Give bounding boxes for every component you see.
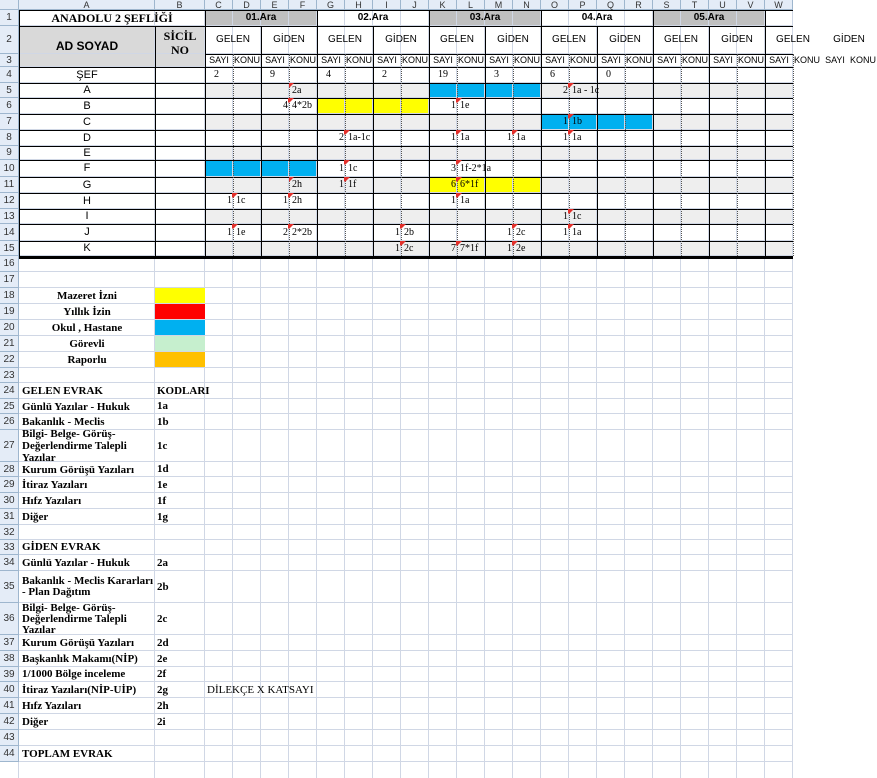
cell-value: 2a	[292, 85, 302, 96]
row-header-11[interactable]: 11	[0, 177, 19, 193]
column-header-C[interactable]: C	[205, 0, 233, 10]
cell-value: 1	[227, 195, 232, 206]
header-gelen: GELEN	[776, 34, 810, 45]
comment-marker	[345, 177, 350, 182]
select-all-corner[interactable]	[0, 0, 19, 10]
period-header: 03.Ara	[469, 12, 501, 23]
legend-label: Mazeret İzni	[57, 290, 117, 302]
giden-code: 2h	[157, 700, 169, 712]
header-konu: KONU	[681, 55, 708, 65]
header-konu: KONU	[401, 55, 428, 65]
giden-code-label: Diğer	[22, 715, 49, 728]
legend-label: Raporlu	[67, 354, 107, 366]
column-header-D[interactable]: D	[233, 0, 261, 10]
column-header-O[interactable]: O	[541, 0, 569, 10]
row-header-9[interactable]: 9	[0, 146, 19, 160]
header-sayi: SAYI	[713, 55, 733, 65]
cell-value: 19	[438, 69, 448, 80]
giden-code-label: Kurum Görüşü Yazıları	[22, 636, 135, 649]
cell-value: 1c	[236, 195, 246, 206]
comment-marker	[289, 98, 294, 103]
header-giden: GİDEN	[385, 34, 417, 45]
header-gelen: GELEN	[328, 34, 362, 45]
cell-value: 1	[563, 211, 568, 222]
comment-marker	[569, 114, 574, 119]
cell-value: 1a	[572, 132, 582, 143]
cell-value: 1	[563, 116, 568, 127]
cell-value: 2	[563, 85, 568, 96]
cell-value: 7	[451, 243, 456, 254]
column-header-A[interactable]: A	[19, 0, 155, 10]
row-header-42[interactable]: 42	[0, 714, 19, 730]
period-header: 05.Ara	[693, 12, 725, 23]
header-konu: KONU	[345, 55, 372, 65]
header-sayi: SAYI	[657, 55, 677, 65]
person-name: B	[83, 100, 91, 112]
column-header-Q[interactable]: Q	[597, 0, 625, 10]
column-header-E[interactable]: E	[261, 0, 289, 10]
header-sayi: SAYI	[209, 55, 229, 65]
person-name: H	[83, 195, 91, 207]
comment-marker	[233, 193, 238, 198]
header-giden: GİDEN	[497, 34, 529, 45]
row-header-28[interactable]: 28	[0, 462, 19, 477]
cell-value: 4*2b	[292, 100, 312, 111]
legend-swatch	[155, 320, 205, 335]
column-header-R[interactable]: R	[625, 0, 653, 10]
giden-code-label: İtiraz Yazıları(NİP-UİP)	[22, 683, 137, 696]
cell-value: 2*2b	[292, 227, 312, 238]
row-header-6[interactable]: 6	[0, 98, 19, 114]
column-header-S[interactable]: S	[653, 0, 681, 10]
cell-value: 1	[507, 243, 512, 254]
row-header-1[interactable]: 1	[0, 10, 19, 26]
header-sayi: SAYI	[377, 55, 397, 65]
comment-marker	[569, 209, 574, 214]
header-giden: GİDEN	[721, 34, 753, 45]
giden-evrak-title: GİDEN EVRAK	[22, 541, 101, 553]
cell-value: 4	[326, 69, 331, 80]
comment-marker	[345, 130, 350, 135]
row-shade	[205, 114, 793, 130]
comment-marker	[457, 98, 462, 103]
column-header-W[interactable]: W	[765, 0, 793, 10]
column-header-T[interactable]: T	[681, 0, 709, 10]
comment-marker	[457, 160, 462, 165]
cell-value: 1e	[236, 227, 246, 238]
cell-value: 9	[270, 69, 275, 80]
gelen-code: 1f	[157, 495, 167, 507]
header-sayi: SAYI	[489, 55, 509, 65]
comment-marker	[345, 160, 350, 165]
cell-value: 1a	[460, 195, 470, 206]
legend-swatch	[155, 304, 205, 319]
person-name: ŞEF	[76, 69, 98, 81]
comment-marker	[401, 224, 406, 229]
row-header-24[interactable]: 24	[0, 383, 19, 399]
comment-marker	[457, 130, 462, 135]
sheet-title: ANADOLU 2 ŞEFLİĞİ	[51, 11, 173, 25]
column-header-I[interactable]: I	[373, 0, 401, 10]
comment-marker	[457, 241, 462, 246]
cell-value: 1a	[516, 132, 526, 143]
giden-code: 2b	[157, 581, 169, 593]
column-header-H[interactable]: H	[345, 0, 373, 10]
dotted-divider	[625, 54, 626, 256]
row-header-43[interactable]: 43	[0, 730, 19, 746]
cell-value: 1c	[348, 163, 358, 174]
row-header-19[interactable]: 19	[0, 304, 19, 320]
cell-value: 1b	[572, 116, 582, 127]
gelen-code-label: Kurum Görüşü Yazıları	[22, 463, 135, 476]
row-header-37[interactable]: 37	[0, 635, 19, 651]
cell-value: 1c	[572, 211, 582, 222]
person-name: F	[83, 162, 91, 174]
giden-code-label: Günlü Yazılar - Hukuk	[22, 556, 130, 569]
header-konu: KONU	[625, 55, 652, 65]
dotted-divider	[681, 54, 682, 256]
comment-marker	[289, 177, 294, 182]
row-header-15[interactable]: 15	[0, 241, 19, 256]
header-konu: KONU	[457, 55, 484, 65]
row-header-33[interactable]: 33	[0, 540, 19, 555]
giden-code: 2f	[157, 668, 167, 680]
gelen-code-label: Diğer	[22, 511, 49, 523]
column-header-K[interactable]: K	[429, 0, 457, 10]
border-h	[19, 256, 793, 259]
gelen-code: 1b	[157, 416, 169, 428]
cell-value: 3	[494, 69, 499, 80]
row-header-2[interactable]: 2	[0, 26, 19, 54]
row-header-27[interactable]: 27	[0, 430, 19, 462]
cell-value: 6	[451, 179, 456, 190]
comment-marker	[513, 224, 518, 229]
person-name: I	[85, 210, 89, 222]
giden-code-label: Bilgi- Belge- Görüş- Değerlendirme Talepli Yazılar	[22, 601, 127, 636]
row-header-14[interactable]: 14	[0, 224, 19, 241]
row-header-31[interactable]: 31	[0, 509, 19, 525]
cell-value: 1e	[460, 100, 470, 111]
row-header-40[interactable]: 40	[0, 682, 19, 698]
cell-value: 2c	[404, 243, 414, 254]
column-header-G[interactable]: G	[317, 0, 345, 10]
header-gelen: GELEN	[552, 34, 586, 45]
header-sayi: SAYI	[769, 55, 789, 65]
row-header-3[interactable]: 3	[0, 54, 19, 67]
row-header-44[interactable]: 44	[0, 746, 19, 762]
row-shade	[205, 146, 793, 160]
cell-value: 1a	[460, 132, 470, 143]
column-header-B[interactable]: B	[155, 0, 205, 10]
gelen-code: 1e	[157, 479, 168, 491]
header-sayi: SAYI	[433, 55, 453, 65]
row-header-21[interactable]: 21	[0, 336, 19, 352]
border-v	[155, 26, 156, 256]
cell-value: 1	[227, 227, 232, 238]
row-header-20[interactable]: 20	[0, 320, 19, 336]
cell-value: 1	[339, 163, 344, 174]
row-header-5[interactable]: 5	[0, 83, 19, 98]
column-header-V[interactable]: V	[737, 0, 765, 10]
header-giden: GİDEN	[273, 34, 305, 45]
dotted-divider	[457, 54, 458, 256]
header-giden: GİDEN	[609, 34, 641, 45]
column-header-U[interactable]: U	[709, 0, 737, 10]
dotted-divider	[345, 54, 346, 256]
giden-code-label: 1/1000 Bölge inceleme	[22, 668, 126, 680]
gelen-code-label: Bilgi- Belge- Görüş- Değerlendirme Talepli Yazılar	[22, 428, 127, 464]
cell-value: 1	[395, 227, 400, 238]
header-no: NO	[171, 43, 189, 57]
header-gelen: GELEN	[440, 34, 474, 45]
row-shade	[205, 209, 793, 224]
row-header-17[interactable]: 17	[0, 272, 19, 288]
gridline-h	[19, 271, 793, 272]
comment-marker	[289, 224, 294, 229]
giden-code: 2g	[157, 684, 168, 696]
row-header-18[interactable]: 18	[0, 288, 19, 304]
header-sayi: SAYI	[265, 55, 285, 65]
dotted-divider	[793, 54, 794, 256]
legend-label: Görevli	[69, 338, 105, 350]
comment-marker	[233, 224, 238, 229]
row-header-38[interactable]: 38	[0, 651, 19, 667]
cell-value: 1f-2*1a	[460, 163, 492, 174]
toplam-evrak: TOPLAM EVRAK	[22, 748, 113, 760]
comment-marker	[457, 177, 462, 182]
cell-value: 1	[563, 132, 568, 143]
cell-value: 4	[283, 100, 288, 111]
header-konu: KONU	[513, 55, 540, 65]
row-header-7[interactable]: 7	[0, 114, 19, 130]
row-header-41[interactable]: 41	[0, 698, 19, 714]
giden-code: 2a	[157, 557, 168, 569]
gelen-code: 1a	[157, 400, 168, 412]
cell-value: 2	[214, 69, 219, 80]
header-gelen: GELEN	[216, 34, 250, 45]
header-sayi: SAYI	[321, 55, 341, 65]
dotted-divider	[737, 54, 738, 256]
person-name: J	[84, 226, 90, 238]
header-konu: KONU	[793, 55, 820, 65]
cell-value: 0	[606, 69, 611, 80]
row-header-12[interactable]: 12	[0, 193, 19, 209]
giden-code: 2i	[157, 716, 166, 728]
cell-value: 2h	[292, 179, 302, 190]
row-header-4[interactable]: 4	[0, 67, 19, 83]
giden-code-label: Bakanlık - Meclis Kararları - Plan Dağıtım	[22, 575, 154, 598]
header-sayi: SAYI	[545, 55, 565, 65]
cell-value: 6	[550, 69, 555, 80]
person-name: A	[83, 84, 91, 96]
header-gelen: GELEN	[664, 34, 698, 45]
person-name: K	[83, 242, 91, 254]
person-name: D	[83, 132, 91, 144]
cell-value: 1	[451, 195, 456, 206]
comment-marker	[401, 241, 406, 246]
row-header-29[interactable]: 29	[0, 477, 19, 493]
row-header-13[interactable]: 13	[0, 209, 19, 224]
column-header-F[interactable]: F	[289, 0, 317, 10]
cell-value: 3	[451, 163, 456, 174]
legend-swatch	[155, 336, 205, 351]
column-header-P[interactable]: P	[569, 0, 597, 10]
row-header-16[interactable]: 16	[0, 256, 19, 272]
cell-value: 1a - 1c	[572, 85, 600, 96]
header-konu: KONU	[233, 55, 260, 65]
period-header: 04.Ara	[581, 12, 613, 23]
comment-marker	[513, 241, 518, 246]
cell-value: 2c	[516, 227, 526, 238]
column-header-M[interactable]: M	[485, 0, 513, 10]
header-konu: KONU	[569, 55, 596, 65]
cell-value: 1	[283, 195, 288, 206]
cell-value: 1	[507, 132, 512, 143]
legend-swatch	[155, 352, 205, 367]
giden-code-label: Hıfz Yazıları	[22, 699, 82, 712]
header-ad-soyad: AD SOYAD	[55, 39, 119, 53]
row-header-8[interactable]: 8	[0, 130, 19, 146]
cell-value: 2h	[292, 195, 302, 206]
gelen-code: 1d	[157, 463, 169, 475]
cell-value: 7*1f	[460, 243, 479, 254]
header-giden: GİDEN	[833, 34, 865, 45]
giden-code: 2c	[157, 613, 168, 625]
gelen-code: 1g	[157, 511, 168, 523]
cell-value: 1a	[572, 227, 582, 238]
row-header-23[interactable]: 23	[0, 368, 19, 383]
codes-header: KODLARI	[157, 385, 210, 397]
column-header-J[interactable]: J	[401, 0, 429, 10]
row-header-39[interactable]: 39	[0, 667, 19, 682]
comment-marker	[289, 193, 294, 198]
giden-code: 2d	[157, 637, 169, 649]
comment-marker	[569, 224, 574, 229]
header-sicil: SİCİL	[163, 29, 197, 43]
cell-value: 1	[507, 227, 512, 238]
gelen-code-label: Günlü Yazılar - Hukuk	[22, 400, 130, 413]
cell-value: 2	[283, 227, 288, 238]
header-konu: KONU	[737, 55, 764, 65]
cell-value: 2e	[516, 243, 526, 254]
row-header-26[interactable]: 26	[0, 414, 19, 430]
row-header-25[interactable]: 25	[0, 399, 19, 414]
comment-marker	[513, 130, 518, 135]
gelen-code-label: İtiraz Yazıları	[22, 479, 88, 491]
person-name: E	[83, 147, 91, 159]
cell-value: 1	[395, 243, 400, 254]
row-header-10[interactable]: 10	[0, 160, 19, 177]
comment-marker	[569, 130, 574, 135]
cell-value: 1	[339, 179, 344, 190]
row-header-34[interactable]: 34	[0, 555, 19, 571]
giden-code-label: Başkanlık Makamı(NİP)	[22, 652, 138, 665]
cell-value: 1f	[348, 179, 357, 190]
gelen-code-label: Bakanlık - Meclis	[22, 416, 105, 428]
row-header-22[interactable]: 22	[0, 352, 19, 368]
gelen-code: 1c	[157, 440, 168, 452]
header-sayi: SAYI	[601, 55, 621, 65]
comment-marker	[457, 193, 462, 198]
cell-value: 2	[339, 132, 344, 143]
legend-label: Okul , Hastane	[51, 322, 123, 334]
gelen-code-label: Hıfz Yazıları	[22, 495, 82, 507]
person-name: C	[83, 116, 91, 128]
legend-label: Yıllık İzin	[63, 306, 111, 318]
period-header: 02.Ara	[357, 12, 389, 23]
row-header-32[interactable]: 32	[0, 525, 19, 540]
header-konu: KONU	[849, 55, 876, 65]
cell-value: 1	[451, 132, 456, 143]
comment-marker	[569, 83, 574, 88]
row-header-35[interactable]: 35	[0, 571, 19, 603]
cell-value: 2b	[404, 227, 414, 238]
cell-value: 6*1f	[460, 179, 479, 190]
cell-value: 1	[451, 100, 456, 111]
cell-value: 1	[563, 227, 568, 238]
legend-swatch	[155, 288, 205, 303]
row-header-30[interactable]: 30	[0, 493, 19, 509]
person-name: G	[82, 179, 92, 191]
header-konu: KONU	[289, 55, 316, 65]
row-header-36[interactable]: 36	[0, 603, 19, 635]
gelen-evrak-title: GELEN EVRAK	[22, 385, 103, 397]
column-header-L[interactable]: L	[457, 0, 485, 10]
giden-code: 2e	[157, 653, 168, 665]
period-header: 01.Ara	[245, 12, 277, 23]
cell-value: 1a-1c	[348, 132, 371, 143]
cell-value: 2	[382, 69, 387, 80]
header-sayi: SAYI	[825, 55, 845, 65]
column-header-N[interactable]: N	[513, 0, 541, 10]
comment-marker	[289, 83, 294, 88]
dilekce-note: DİLEKÇE X KATSAYI	[207, 684, 314, 696]
